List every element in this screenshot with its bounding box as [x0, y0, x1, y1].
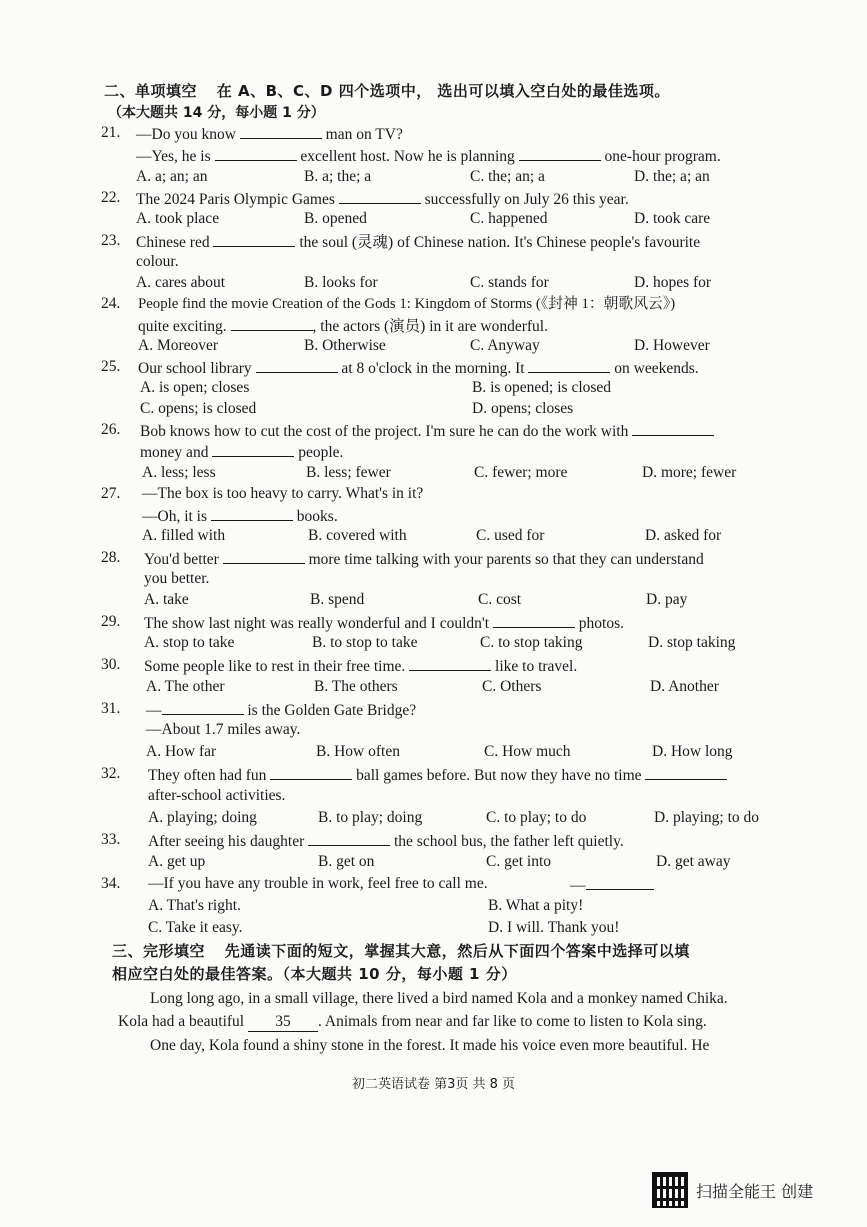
answer-blank — [339, 189, 421, 204]
answer-blank — [409, 656, 491, 671]
q34-number: 34. — [101, 875, 121, 892]
q27-option-b: B. covered with — [308, 527, 407, 544]
answer-blank — [519, 146, 601, 161]
q21-line1: —Do you know man on TV? — [136, 126, 403, 143]
section-2-name: 二、单项填空 — [104, 82, 198, 100]
q22-line1: The 2024 Paris Olympic Games successfully on July 26 this year. — [136, 191, 629, 208]
q24-option-b: B. Otherwise — [304, 337, 386, 354]
q33-option-a: A. get up — [148, 853, 206, 870]
q32-option-d: D. playing; to do — [654, 809, 760, 826]
section-2-instruction: 在 A、B、C、D 四个选项中， 选出可以填入空白处的最佳选项。 — [216, 82, 670, 100]
section-2-scoring: （本大题共 14 分，每小题 1 分） — [108, 105, 325, 121]
q23-option-b: B. looks for — [304, 274, 378, 291]
q28-number: 28. — [101, 549, 121, 566]
answer-blank — [162, 700, 244, 715]
q32-option-b: B. to play; doing — [318, 809, 423, 826]
q29-option-d: D. stop taking — [648, 634, 736, 651]
q32-line2: after-school activities. — [148, 787, 286, 804]
answer-blank — [493, 613, 575, 628]
q27-option-a: A. filled with — [142, 527, 226, 544]
q33-number: 33. — [101, 831, 121, 848]
q34-option-b: B. What a pity! — [488, 897, 584, 914]
q24-option-a: A. Moreover — [138, 337, 219, 354]
q28-option-b: B. spend — [310, 591, 365, 608]
q34-option-c: C. Take it easy. — [148, 919, 243, 936]
q22-option-a: A. took place — [136, 210, 220, 227]
q29-option-a: A. stop to take — [144, 634, 235, 651]
answer-blank — [256, 358, 338, 373]
q32-line1: They often had fun ball games before. But now they have no time — [148, 765, 727, 785]
q28-line1: You'd better more time talking with your parents so that they can understand — [144, 551, 704, 568]
passage-line-2: Kola had a beautiful 35 . Animals from near and far like to come to listen to Kola sing. — [118, 1013, 707, 1030]
answer-blank — [215, 146, 297, 161]
answer-blank — [586, 875, 654, 890]
watermark-text: 扫描全能王 创建 — [696, 1181, 814, 1201]
q30-option-b: B. The others — [314, 678, 398, 695]
q33-option-d: D. get away — [656, 853, 731, 870]
answer-blank — [213, 232, 295, 247]
answer-blank — [211, 506, 293, 521]
q25-line1: Our school library at 8 o'clock in the morning. It on weekends. — [138, 360, 699, 377]
page-footer: 初二英语试卷 第3页 共 8 页 — [351, 1077, 516, 1092]
q23-number: 23. — [101, 232, 121, 249]
answer-blank — [270, 765, 352, 780]
q24-number: 24. — [101, 295, 121, 312]
q25-number: 25. — [101, 358, 121, 375]
q24-line1: People find the movie Creation of the Gods 1: Kingdom of Storms (《封神 1：朝歌风云》) — [138, 296, 676, 312]
q26-option-b: B. less; fewer — [306, 464, 391, 481]
q26-option-a: A. less; less — [142, 464, 216, 481]
q30-option-a: A. The other — [146, 678, 225, 695]
answer-blank — [231, 316, 313, 331]
q23-option-c: C. stands for — [470, 274, 549, 291]
q25-option-b: B. is opened; is closed — [472, 379, 612, 396]
q27-option-d: D. asked for — [645, 527, 722, 544]
q34-option-a: A. That's right. — [148, 897, 241, 914]
q31-option-a: A. How far — [146, 743, 217, 760]
q21-option-b: B. a; the; a — [304, 168, 372, 185]
section-3-instruction: 先通读下面的短文，掌握其大意，然后从下面四个答案中选择可以填 — [224, 942, 690, 960]
q33-option-c: C. get into — [486, 853, 552, 870]
q26-line1: Bob knows how to cut the cost of the project. I'm sure he can do the work with — [140, 421, 714, 441]
q34-line1: —If you have any trouble in work, feel free to call me. — [148, 875, 488, 892]
q21-number: 21. — [101, 124, 121, 141]
q26-option-d: D. more; fewer — [642, 464, 737, 481]
q23-option-a: A. cares about — [136, 274, 226, 291]
q32-option-c: C. to play; to do — [486, 809, 587, 826]
q27-line1: —The box is too heavy to carry. What's in it? — [142, 485, 424, 502]
q26-option-c: C. fewer; more — [474, 464, 568, 481]
answer-blank — [632, 421, 714, 436]
q22-option-d: D. took care — [634, 210, 711, 227]
q28-line2: you better. — [144, 570, 210, 587]
q26-number: 26. — [101, 421, 121, 438]
q31-number: 31. — [101, 700, 121, 717]
q23-option-d: D. hopes for — [634, 274, 712, 291]
answer-blank — [645, 765, 727, 780]
q27-option-c: C. used for — [476, 527, 545, 544]
q28-option-a: A. take — [144, 591, 189, 608]
q30-line1: Some people like to rest in their free time. like to travel. — [144, 658, 578, 675]
answer-blank — [223, 549, 305, 564]
q24-option-d: D. However — [634, 337, 710, 354]
q27-number: 27. — [101, 485, 121, 502]
q22-option-c: C. happened — [470, 210, 548, 227]
q29-option-c: C. to stop taking — [480, 634, 583, 651]
q31-line2: —About 1.7 miles away. — [146, 721, 301, 738]
section-3-scoring: 相应空白处的最佳答案。（本大题共 10 分，每小题 1 分） — [112, 965, 517, 983]
section-2-header — [104, 80, 804, 101]
q31-option-d: D. How long — [652, 743, 733, 760]
section-3-name: 三、完形填空 — [112, 942, 206, 960]
q29-option-b: B. to stop to take — [312, 634, 418, 651]
answer-blank — [528, 358, 610, 373]
q33-line1: After seeing his daughter the school bus, the father left quietly. — [148, 833, 624, 850]
q21-option-d: D. the; a; an — [634, 168, 710, 185]
q29-number: 29. — [101, 613, 121, 630]
passage-line-1: Long long ago, in a small village, there lived a bird named Kola and a monkey named Chika. — [150, 990, 728, 1007]
q28-option-d: D. pay — [646, 591, 688, 608]
q30-option-d: D. Another — [650, 678, 719, 695]
q21-option-a: A. a; an; an — [136, 168, 208, 185]
q31-line1: — is the Golden Gate Bridge? — [146, 702, 417, 719]
q32-number: 32. — [101, 765, 121, 782]
q33-option-b: B. get on — [318, 853, 375, 870]
q29-line1: The show last night was really wonderful and I couldn't photos. — [144, 615, 624, 632]
q30-option-c: C. Others — [482, 678, 542, 695]
section-3-header — [112, 940, 812, 961]
answer-blank — [240, 124, 322, 139]
q25-option-c: C. opens; is closed — [140, 400, 257, 417]
q22-number: 22. — [101, 189, 121, 206]
q25-option-d: D. opens; closes — [472, 400, 574, 417]
q23-line2: colour. — [136, 253, 179, 270]
qr-code-icon — [652, 1172, 688, 1208]
q30-number: 30. — [101, 656, 121, 673]
passage-line-3: One day, Kola found a shiny stone in the forest. It made his voice even more beautiful. He — [150, 1037, 710, 1054]
q32-option-a: A. playing; doing — [148, 809, 257, 826]
q31-option-b: B. How often — [316, 743, 400, 760]
q24-option-c: C. Anyway — [470, 337, 540, 354]
q21-option-c: C. the; an; a — [470, 168, 545, 185]
q22-option-b: B. opened — [304, 210, 367, 227]
q34-option-d: D. I will. Thank you! — [488, 919, 620, 936]
answer-blank — [308, 831, 390, 846]
q25-option-a: A. is open; closes — [140, 379, 250, 396]
cloze-blank-35: 35 — [248, 1013, 318, 1032]
q23-line1: Chinese red the soul (灵魂) of Chinese nation. It's Chinese people's favourite — [136, 234, 701, 251]
q21-line2: —Yes, he is excellent host. Now he is planning one-hour program. — [136, 148, 721, 165]
q24-line2: quite exciting. , the actors (演员) in it are wonderful. — [138, 318, 548, 335]
q27-line2: —Oh, it is books. — [142, 508, 338, 525]
q31-option-c: C. How much — [484, 743, 571, 760]
q34-reply: — — [570, 875, 654, 895]
scanner-watermark — [652, 1172, 813, 1208]
answer-blank — [212, 442, 294, 457]
q26-line2: money and people. — [140, 444, 344, 461]
q28-option-c: C. cost — [478, 591, 522, 608]
